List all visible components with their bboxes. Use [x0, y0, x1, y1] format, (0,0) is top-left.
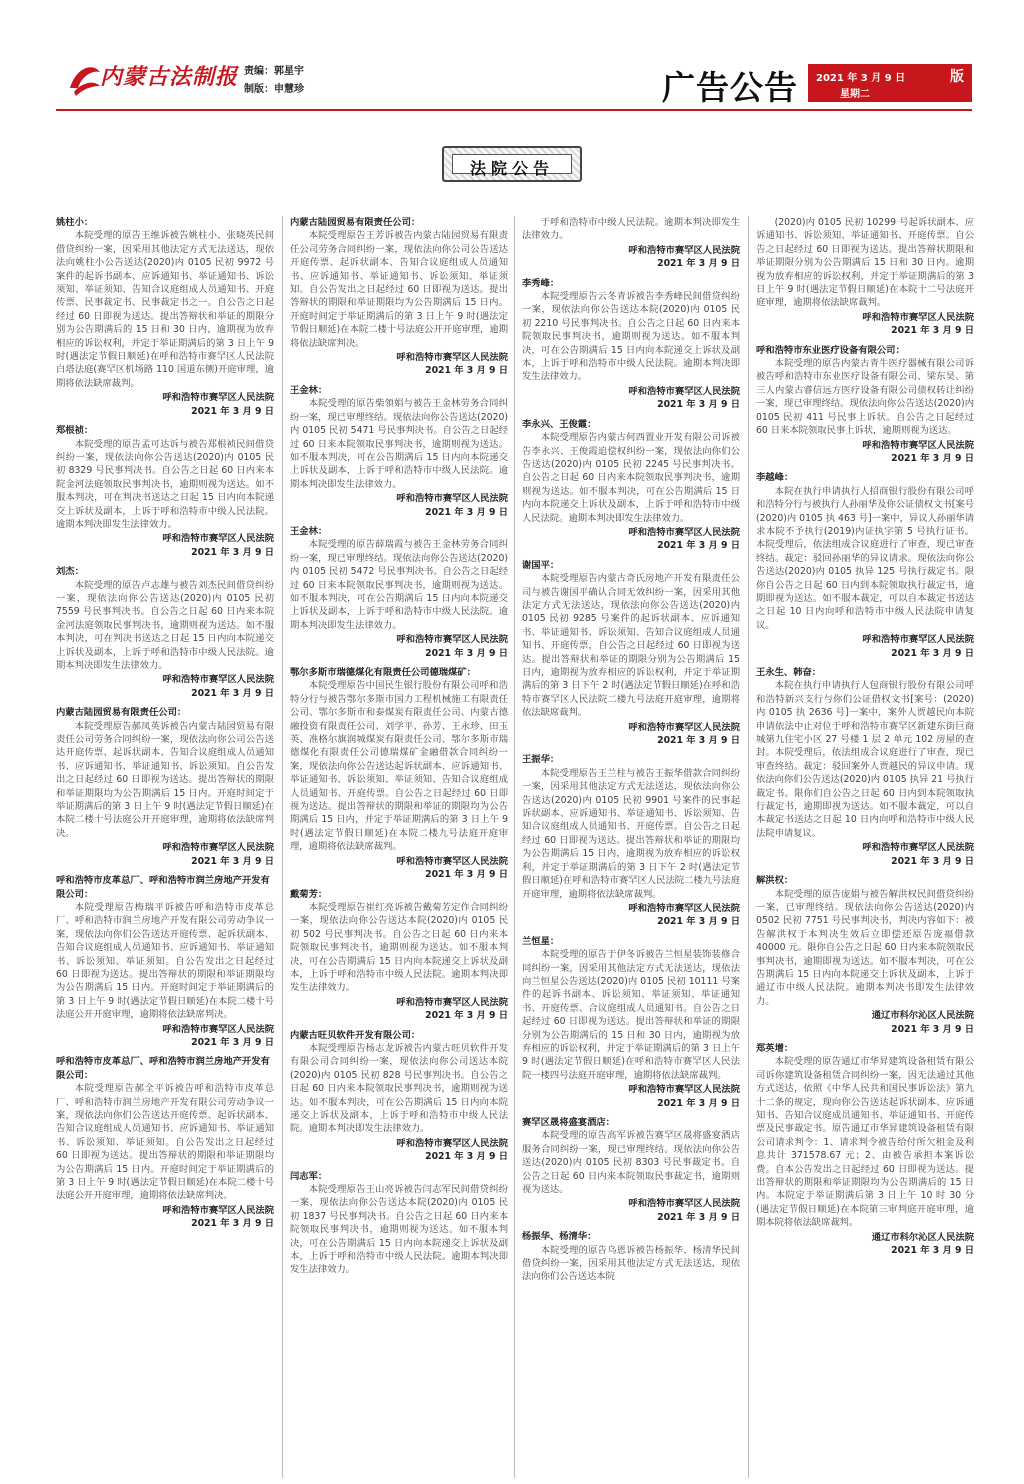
notice-court: 呼和浩特市赛罕区人民法院 [628, 1198, 740, 1210]
notice-date: 2021 年 3 月 9 日 [191, 855, 274, 867]
court-notice [756, 471, 974, 660]
notice-body: 于呼和浩特市中级人民法院。逾期本判决即发生法律效力。 [522, 217, 740, 242]
notice-addressee: 谢国平： [522, 559, 560, 571]
notice-date: 2021 年 3 月 9 日 [657, 399, 740, 411]
notice-body: 本院受理的原告庞娟与被告解洪权民间借贷纠纷一案，已审理终结。现依法向你公告送达(2020)内 0502 民初 7751 号民事判决书，判决内容如下：被告解洪权于本判决生效后立即偿还原告庞福借款 40000 元。限你自公告之日起 60 日内来本院领取民事判决书，逾期即视为送达。如不服本判决，可在公告期满后 15 日内向本院递交上诉状及副本，上诉于通辽市中级人民法院。逾期本判决书即发生法律效力。 [756, 888, 974, 1007]
notice-court: 呼和浩特市赛罕区人民法院 [628, 526, 740, 538]
notice-addressee: 郑英增： [756, 1042, 794, 1054]
notice-body: 本院受理原告中国民生银行股份有限公司呼和浩特分行与被告鄂尔多斯市国力工程机械施工有限责任公司、鄂尔多斯市和泰煤炭有限责任公司、内蒙古德融投资有限责任公司、刘学平、孙芳、王永珍、田玉英、准格尔旗润城煤炭有限责任公司、鄂尔多斯市瑞德煤化有限责任公司德瑞煤矿金融借款合同纠纷一案，现依法向你公告送达起诉状副本、应诉通知书、举证通知书、诉讼须知、举证须知、告知合议庭组成人员通知书、开庭传票。自公告之日起经过 60 日即视为送达。提出答辩状的期限和举证的期限均为公告期满后 15 日内，并定于举证期满后的第 3 日上午 9 时(遇法定节假日顺延)在本院二楼九号法庭开庭审理，逾期将依法缺席裁判。 [290, 680, 508, 853]
notice-court: 呼和浩特市赛罕区人民法院 [396, 996, 508, 1008]
court-notice [522, 1116, 740, 1224]
masthead [0, 0, 1024, 130]
notice-body: 本院受理的原告高军诉被告赛罕区晟将盛宴酒店服务合同纠纷一案，现已审理终结。现依法向你公告送达(2020)内 0105 民初 8303 号民事裁定书。自公告之日起 60 日内来本院领取民事裁定书，逾期则视为送达。 [522, 1130, 740, 1196]
notice-body: 本院受理原告杨志龙诉被告内蒙古旺贝软件开发有限公司合同纠纷一案，现依法向你公司送达本院(2020)内 0105 民初 828 号民事判决书。自公告之日起 60 日内来本院领取民事判决书，逾期则视为送达。如不服本判决，可在公告期满后 15 日内向本院递交上诉状及副本，上诉于呼和浩特市中级人民法院。逾期本判决即发生法律效力。 [290, 1042, 508, 1135]
notice-body: 本院受理原告内蒙古奇氏房地产开发有限责任公司与被告谢国平确认合同无效纠纷一案，因采用其他法定方式无法送达，现依法向你公告送达(2020)内 0105 民初 9285 号案件的起诉状副本、应诉通知书、举证通知书、诉讼须知、告知合议庭组成人员通知书、开庭传票，自公告之日起经过 60 日即视为送达。提出答辩状和举证的期限分别为公告期满后 15 日内，逾期视为放弃相应的诉讼权利，并定于举证期满后的第 3 日下午 2 时(遇法定节假日顺延)在呼和浩特市赛罕区人民法院二楼九号法庭开庭审理，逾期将依法缺席裁判。 [522, 573, 740, 719]
notice-addressee: 内蒙古陆园贸易有限责任公司： [56, 707, 187, 719]
notice-addressee: 兰恒星： [522, 935, 560, 947]
notice-date: 2021 年 3 月 9 日 [425, 869, 508, 881]
court-notice [522, 935, 740, 1110]
notice-date: 2021 年 3 月 9 日 [891, 855, 974, 867]
section-title: 广告公告 [662, 68, 798, 107]
notice-body: 本院在执行申请执行人招商银行股份有限公司呼和浩特分行与被执行人孙丽华及你公证债权文书[案号(2020)内 0105 执 463 号]一案中，异议人孙丽华请求本院不予执行(2019)内证执字第 5 号执行证书。本院受理后，依法组成合议庭进行了审查，现已审查终结。裁定：驳回孙丽华的异议请求。现依法向你公告送达(2020)内 0105 执异 125 号执行裁定书。限你自公告之日起 60 日内到本院领取执行裁定书，逾期即视为送达。如不服本裁定，可以自本裁定书送达之日起 10 日内向呼和浩特市中级人民法院申请复议。 [756, 485, 974, 631]
notice-date: 2021 年 3 月 9 日 [657, 735, 740, 747]
producer-credit: 制版：申慧珍 [244, 84, 304, 95]
notice-body: 本院受理的原告乌恩诉被告杨振华、杨清华民间借贷纠纷一案，因采用其他法定方式无法送达，现依法向你们公告送达本院 [522, 1244, 740, 1283]
notice-addressee: 刘杰： [56, 566, 84, 578]
notice-court: 呼和浩特市赛罕区人民法院 [862, 311, 974, 323]
court-notice [56, 874, 274, 1049]
court-notice [522, 216, 740, 271]
notice-court: 呼和浩特市赛罕区人民法院 [862, 439, 974, 451]
notice-addressee: 郑根祯： [56, 425, 94, 437]
notice-addressee: 王永生、韩奋： [756, 667, 822, 678]
notice-body: 本院受理原告云冬青诉被告李秀峰民间借贷纠纷一案，现依法向你公告送达本院(2020)内 0105 民初 2210 号民事判决书。自公告之日起 60 日内来本院领取民事判决书，逾期则视为送达。如不服本判决，可在公告期满后 15 日内向本院递交上诉状及副本，上诉于呼和浩特市中级人民法院。逾期本判决即发生法律效力。 [522, 291, 740, 383]
notice-date: 2021 年 3 月 9 日 [657, 1097, 740, 1109]
notice-date: 2021 年 3 月 9 日 [657, 258, 740, 270]
notice-date: 2021 年 3 月 9 日 [891, 647, 974, 659]
notice-body: 本院受理的原告卢志雄与被告刘杰民间借贷纠纷一案，现依法向你公告送达(2020)内 0105 民初 7559 号民事判决书。自公告之日起 60 日内来本院金河法庭领取民事判决书，逾期则视为送达。如不服本判决，可在判决书送达之日起 15 日内向本院递交上诉状及副本，上诉于呼和浩特市中级人民法院。逾期本判决即发生法律效力。 [56, 579, 274, 671]
court-notice [56, 565, 274, 700]
editor-credit: 责编：郭星宇 [244, 66, 304, 77]
column-2 [290, 216, 508, 1478]
court-notice [756, 666, 974, 868]
notice-addressee: 赛罕区晟将盛宴酒店： [522, 1117, 615, 1128]
notice-court: 呼和浩特市赛罕区人民法院 [628, 1084, 740, 1096]
court-notice [290, 216, 508, 378]
notice-body: (2020)内 0105 民初 10299 号起诉状副本、应诉通知书、诉讼须知、举证通知书、开庭传票。自公告之日起经过 60 日即视为送达。提出答辩状期限和举证期限分别为公告期满后 15 日和 30 日内。逾期视为放弃相应的诉讼权利，并定于举证期满后的第 3 日上午 9 时(遇法定节假日顺延)在本院十二号法庭开庭审理，逾期将依法缺席裁判。 [756, 217, 974, 309]
notice-court: 通辽市科尔沁区人民法院 [871, 1010, 974, 1022]
court-notice [56, 706, 274, 868]
notice-body: 本院受理原告内蒙古何西置业开发有限公司诉被告李永兴、王俊霞追偿权纠纷一案，现依法向你们公告送达(2020)内 0105 民初 2245 号民事判决书。自公告之日起 60 日内来本院领取民事判决书，逾期则视为送达。如不服本判决，可在公告期满后 15 日内向本院递交上诉状及副本，上诉于呼和浩特市中级人民法院。逾期本判决即发生法律效力。 [522, 432, 740, 524]
notice-addressee: 呼和浩特市皮革总厂、呼和浩特市润兰房地产开发有限公司： [56, 875, 270, 900]
notice-court: 呼和浩特市赛罕区人民法院 [862, 634, 974, 646]
notice-body: 本院受理原告梅瑞平诉被告呼和浩特市皮革总厂、呼和浩特市润兰房地产开发有限公司劳动争议一案，现依法向你们公告送达开庭传票、起诉状副本、告知合议庭组成人员通知书、应诉通知书、举证通知书、诉讼须知、举证须知。自公告发出之日起经过 60 日即视为送达。提出答辩状的期限和举证期限均为公告期满后 15 日内。开庭时间定于举证期满后的第 3 日上午 9 时(遇法定节假日顺延)在本院二楼十号法庭公开开庭审理，逾期将依法缺席判决。 [56, 901, 274, 1021]
notice-addressee: 杨振华、杨清华： [522, 1231, 597, 1243]
court-notice [522, 277, 740, 412]
notice-addressee: 呼和浩特市东业医疗设备有限公司： [756, 344, 905, 356]
notice-addressee: 内蒙古陆园贸易有限责任公司： [290, 217, 421, 228]
notice-date: 2021 年 3 月 9 日 [425, 647, 508, 659]
page-unit: 版 [950, 69, 964, 85]
court-notice [522, 1230, 740, 1284]
notice-date: 2021 年 3 月 9 日 [425, 506, 508, 518]
notice-court: 呼和浩特市赛罕区人民法院 [628, 721, 740, 733]
court-notice [290, 888, 508, 1023]
notice-addressee: 呼和浩特市皮革总厂、呼和浩特市润兰房地产开发有限公司： [56, 1056, 270, 1081]
banner-inner [452, 154, 572, 178]
court-notice [56, 216, 274, 418]
court-notice [522, 559, 740, 748]
notice-date: 2021 年 3 月 9 日 [191, 1218, 274, 1230]
notice-date: 2021 年 3 月 9 日 [657, 1211, 740, 1223]
notice-body: 本院受理的原告于伊冬诉被告兰恒星装饰装修合同纠纷一案，因采用其他法定方式无法送达，现依法向兰恒星公告送达(2020)内 0105 民初 10111 号案件的起诉书副本、诉讼须知、举证须知、举证通知书、开庭传票、合议庭组成人员通知书。自公告之日起经过 60 日即视为送达。提出答辩状和举证的期限分别为公告期满后的 15 日和 30 日内，逾期视为放弃相应的诉讼权利，并定于举证期满后的第 3 日上午 9 时(遇法定节假日顺延)在呼和浩特市赛罕区人民法院一楼四号法庭开庭审理，逾期将依法缺席裁判。 [522, 949, 740, 1081]
notice-date: 2021 年 3 月 9 日 [891, 452, 974, 464]
court-notice [522, 418, 740, 553]
column-1 [56, 216, 274, 1478]
notice-court: 呼和浩特市赛罕区人民法院 [162, 674, 274, 686]
notice-court: 呼和浩特市赛罕区人民法院 [628, 244, 740, 256]
court-notice [756, 1042, 974, 1258]
notice-court: 呼和浩特市赛罕区人民法院 [162, 533, 274, 545]
notice-court: 呼和浩特市赛罕区人民法院 [162, 392, 274, 404]
court-notice [756, 344, 974, 466]
notice-date: 2021 年 3 月 9 日 [191, 546, 274, 558]
notice-date: 2021 年 3 月 9 日 [657, 540, 740, 552]
notice-body: 本院受理原告王山亮诉被告闫志军民间借贷纠纷一案，现依法向你公告送达本院(2020)内 0105 民初 1837 号民事判决书。自公告之日起 60 日内来本院领取民事判决书，逾期则视为送达。如不服本判决，可在公告期满后 15 日内向本院递交上诉状及副本，上诉于呼和浩特市中级人民法院。逾期本判决即发生法律效力。 [290, 1184, 508, 1276]
column-3 [522, 216, 740, 1478]
notice-date: 2021 年 3 月 9 日 [425, 1151, 508, 1163]
issue-weekday: 星期二 [840, 89, 870, 100]
notice-body: 本院受理的原告柴領娟与被告王金林劳务合同纠纷一案，现已审理终结。现依法向你公告送达(2020)内 0105 民初 5471 号民事判决书。自公告之日起经过 60 日来本院领取民事判决书，逾期则视为送达。如不服本判决，可在公告期满后 15 日内向本院递交上诉状及副本，上诉于呼和浩特市中级人民法院。逾期本判决即发生法律效力。 [290, 398, 508, 490]
notice-addressee: 闫志军： [290, 1170, 328, 1182]
court-notice [522, 753, 740, 928]
court-notice [56, 1055, 274, 1230]
notice-body: 本院受理原告王芳诉被告内蒙古陆园贸易有限责任公司劳务合同纠纷一案，现依法向你公司公告送达开庭传票、起诉状副本、告知合议庭组成人员通知书、应诉通知书、举证通知书、诉讼须知、举证须知。自公告发出之日起经过 60 日即视为送达。提出答辩状的期限和举证期限均为公告期满后 15 日内。开庭时间定于举证期满后的第 3 日上午 9 时(遇法定节假日顺延)在本院二楼十号法庭公开开庭审理，逾期将依法缺席判决。 [290, 230, 508, 349]
notice-court: 呼和浩特市赛罕区人民法院 [162, 842, 274, 854]
notice-body: 本院受理原告郝凤英诉被告内蒙古陆园贸易有限责任公司劳务合同纠纷一案，现依法向你公司公告送达开庭传票、起诉状副本、告知合议庭组成人员通知书、应诉通知书、举证通知书、诉讼须知。自公告发出之日起经过 60 日即视为送达。提出答辩状的期限和举证期限均为公告期满后 15 日内。开庭时间定于举证期满后的第 3 日上午 9 时(遇法定节假日顺延)在本院二楼十号法庭公开开庭审理，逾期将依法缺席判决。 [56, 720, 274, 839]
notice-court: 呼和浩特市赛罕区人民法院 [162, 1204, 274, 1216]
date-box [808, 64, 972, 102]
notice-addressee: 姚柱小： [56, 217, 94, 228]
notice-addressee: 王金林： [290, 384, 328, 396]
notice-addressee: 内蒙古旺贝软件开发有限公司： [290, 1029, 421, 1041]
notice-court: 呼和浩特市赛罕区人民法院 [396, 352, 508, 364]
notice-addressee: 王振华： [522, 754, 560, 766]
notice-court: 呼和浩特市赛罕区人民法院 [862, 842, 974, 854]
notice-addressee: 戴菊芳： [290, 888, 328, 900]
notice-columns [56, 216, 972, 1478]
section-banner [442, 146, 582, 182]
notice-body: 本院在执行申请执行人包商银行股份有限公司呼和浩特新兴支行与你们公证借权文书[案号：(2020)内 0105 执 2636 号]一案中，案外人贾越民向本院申请依法中止对位于呼和浩特市赛罕区新建东街巨商城第九住宅小区 27 号楼 1 层 2 单元 102 房屋的查封。本院受理后，依法组成合议庭进行了审查，现已审查终结。裁定：驳回案外人贾越民的异议申请。现依法向你们公告送达(2020)内 0105 执异 21 号执行裁定书。限你们自公告之日起 60 日内到本院领取执行裁定书，逾期即视为送达。如不服本裁定，可以自本裁定书送达之日起 10 日内向呼和浩特市中级人民法院申请复议。 [756, 680, 974, 839]
notice-addressee: 李越峰： [756, 472, 794, 484]
notice-court: 通辽市科尔沁区人民法院 [871, 1231, 974, 1243]
notice-body: 本院受理的原告孟可达诉与被告郑根祯民间借贷纠纷一案，现依法向你公告送达(2020)内 0105 民初 8329 号民事判决书。自公告之日起 60 日内来本院金河法庭领取民事判决书，逾期则视为送达。如不服本判决，可在判决书送达之日起 15 日内向本院递交上诉状及副本，上诉于呼和浩特市中级人民法院。逾期本判决即发生法律效力。 [56, 438, 274, 530]
notice-date: 2021 年 3 月 9 日 [891, 1245, 974, 1257]
notice-court: 呼和浩特市赛罕区人民法院 [396, 855, 508, 867]
notice-court: 呼和浩特市赛罕区人民法院 [628, 902, 740, 914]
notice-date: 2021 年 3 月 9 日 [191, 1036, 274, 1048]
notice-date: 2021 年 3 月 9 日 [891, 325, 974, 337]
court-notice [290, 384, 508, 519]
court-notice [56, 424, 274, 559]
notice-body: 本院受理的原告王维诉被告姚柱小、张晓英民间借贷纠纷一案，因采用其他法定方式无法送达，现依法向姚柱小公告送达(2020)内 0105 民初 9972 号案件的起诉书副本、应诉通知书、举证通知书、诉讼须知、举证须知、告知合议庭组成人员通知书、开庭传票、民事裁定书、民事裁定书之一。自公告之日起经过 60 日即视为送达。提出答辩状和举证的期限分别为公告期满后的 15 日和 30 日内，逾期视为放弃相应的诉讼权利，并定于举证期满后的第 3 日上午 9 时(遇法定节假日顺延)在呼和浩特市赛罕区人民法院白塔法庭(赛罕区机场路 110 国道东侧)开庭审理，逾期将依法缺席裁判。 [56, 230, 274, 389]
column-4 [756, 216, 974, 1478]
notice-date: 2021 年 3 月 9 日 [425, 1010, 508, 1022]
page-number: 13 [904, 66, 946, 101]
court-notice [290, 1170, 508, 1277]
notice-addressee: 鄂尔多斯市瑞德煤化有限责任公司德瑞煤矿： [290, 667, 476, 678]
issue-date: 2021 年 3 月 9 日 [816, 73, 906, 84]
notice-date: 2021 年 3 月 9 日 [891, 1023, 974, 1035]
notice-court: 呼和浩特市赛罕区人民法院 [628, 385, 740, 397]
notice-addressee: 李秀峰： [522, 277, 560, 289]
notice-date: 2021 年 3 月 9 日 [425, 365, 508, 377]
header-divider [56, 109, 972, 111]
court-notice [290, 666, 508, 882]
notice-addressee: 解洪权： [756, 875, 794, 887]
notice-body: 本院受理原告崔红亮诉被告戴菊芳定作合同纠纷一案，现依法向你公告送达本院(2020)内 0105 民初 502 号民事判决书。自公告之日起 60 日内来本院领取民事判决书，逾期则视为送达。如不服本判决，可在公告期满后 15 日内向本院递交上诉状及副本，上诉于呼和浩特市中级人民法院。逾期本判决即发生法律效力。 [290, 901, 508, 994]
notice-addressee: 王金林： [290, 525, 328, 537]
notice-body: 本院受理的原告薛瑞霞与被告王金林劳务合同纠纷一案，现已审理终结。现依法向你公告送达(2020)内 0105 民初 5472 号民事判决书。自公告之日起经过 60 日来本院领取民事判决书，逾期则视为送达。如不服本判决，可在公告期满后 15 日内向本院递交上诉状及副本，上诉于呼和浩特市中级人民法院。逾期本判决即发生法律效力。 [290, 539, 508, 631]
notice-body: 本院受理的原告内蒙古青牛医疗器械有限公司诉被告呼和浩特市东业医疗设备有限公司、梁东昊、第三人内蒙古睿信远方医疗设备有限公司债权转让纠纷一案，现已审理终结。现依法向你公告送达(2020)内 0105 民初 411 号民事上诉状。自公告之日起经过 60 日来本院领取民事上诉状，逾期则视为送达。 [756, 358, 974, 437]
notice-body: 本院受理的原告通辽市华昇建筑设备租赁有限公司诉你建筑设备租赁合同纠纷一案，因无法通过其他方式送达，依照《中华人民共和国民事诉讼法》第九十二条的规定，现向你公告送达起诉状副本、应诉通知书、告知合议庭成员通知书、举证通知书、开庭传票及民事裁定书。原告通辽市华昇建筑设备租赁有限公司请求判令：1、请求判令被告给付所欠租金及利息共计 371578.67 元；2、由被告承担本案诉讼费。自本公告发出之日起经过 60 日即视为送达。提出答辩状的期限和举证期限均为公告期满后的 15 日内。本院定于举证期满后第 3 日上午 10 时 30 分(遇法定节假日顺延)在本院第三审判庭开庭审理，逾期本院将依法缺席裁判。 [756, 1056, 974, 1229]
notice-addressee: 李永兴、王俊霞： [522, 418, 597, 430]
court-notice [290, 525, 508, 660]
notice-date: 2021 年 3 月 9 日 [191, 405, 274, 417]
newspaper-logo-text: 内蒙古法制报 [100, 64, 239, 90]
court-notice [756, 216, 974, 338]
banner-title: 法院公告 [469, 159, 554, 178]
notice-court: 呼和浩特市赛罕区人民法院 [396, 493, 508, 505]
notice-date: 2021 年 3 月 9 日 [191, 687, 274, 699]
notice-court: 呼和浩特市赛罕区人民法院 [396, 1137, 508, 1149]
notice-court: 呼和浩特市赛罕区人民法院 [396, 634, 508, 646]
court-notice [290, 1029, 508, 1164]
notice-date: 2021 年 3 月 9 日 [657, 916, 740, 928]
court-notice [756, 874, 974, 1036]
notice-body: 本院受理原告郝全平诉被告呼和浩特市皮革总厂、呼和浩特市润兰房地产开发有限公司劳动争议一案，现依法向你们公告送达开庭传票、起诉状副本、告知合议庭组成人员通知书、应诉通知书、举证通知书、诉讼须知、举证须知。自公告发出之日起经过 60 日即视为送达。提出答辩状的期限和举证期限均为公告期满后 15 日内。开庭时间定于举证期满后的第 3 日上午 9 时(遇法定节假日顺延)在本院二楼十号法庭公开开庭审理，逾期将依法缺席判决。 [56, 1083, 274, 1202]
notice-court: 呼和浩特市赛罕区人民法院 [162, 1023, 274, 1035]
notice-body: 本院受理原告王兰柱与被告王振华借款合同纠纷一案，因采用其他法定方式无法送达，现依法向你公告送达(2020)内 0105 民初 9901 号案件的民事起诉状副本、应诉通知书、举证通知书、诉讼须知、告知合议庭组成人员通知书、开庭传票。自公告之日起经过 60 日即视为送达。提出答辩状和举证的期限均为公告期满后 15 日内，逾期视为放弃相应的诉讼权利，并定于举证期满后的第 3 日下午 2 时(遇法定节假日顺延)在呼和浩特市赛罕区人民法院二楼九号法庭开庭审理，逾期将依法缺席裁判。 [522, 767, 740, 900]
